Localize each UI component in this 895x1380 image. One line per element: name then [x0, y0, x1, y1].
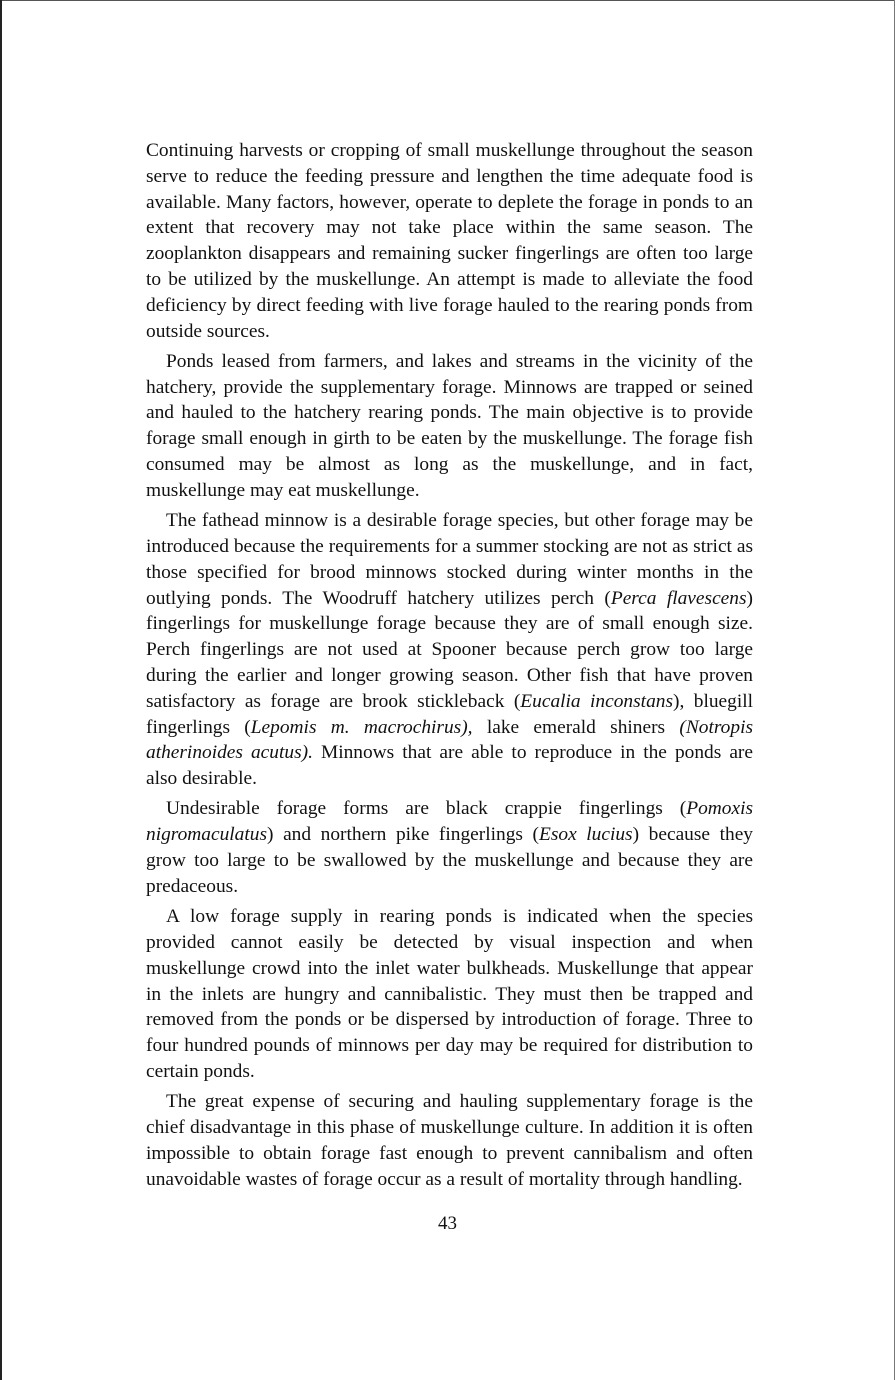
paragraph: [146, 1089, 753, 1192]
paragraph: [146, 349, 753, 504]
species-name: Lepomis m. macrochirus),: [250, 716, 473, 738]
text-run: A low forage supply in rearing ponds is indicated when the species provided cannot easily be detected by visual inspection and when muskellunge crowd into the inlet water bulkheads. Muskellunge that appear in the inlets are hungry and cannibalistic. They must then be trapped and removed from the ponds or be dispersed by introduction of forage. Three to four hundred pounds of minnows per day may be required for distribution to certain ponds.: [146, 906, 753, 1082]
scan-edge-left: [0, 0, 2, 1380]
paragraph: [146, 796, 753, 899]
text-run: ), bluegill fingerlings (: [146, 690, 753, 738]
text-run: Minnows that are able to reproduce in the ponds are also desirable.: [146, 742, 753, 790]
text-run: ) and northern pike fingerlings (: [267, 824, 539, 846]
paragraph: [146, 138, 753, 344]
text-run: Undesirable forage forms are black crappie fingerlings (: [166, 798, 687, 820]
species-name: (Notropis atherinoides acutus).: [146, 716, 753, 764]
paragraph: [146, 904, 753, 1085]
text-run: ) fingerlings for muskellunge forage because they are of small enough size. Perch fingerlings are not used at Spooner because perch grow too large during the earlier and longer growing season. Other fish that have proven satisfactory as forage are brook stickleback (: [146, 587, 753, 712]
species-name: Eucalia inconstans: [520, 690, 673, 712]
text-run: ) because they grow too large to be swallowed by the muskellunge and because they are predaceous.: [146, 824, 754, 897]
text-run: The great expense of securing and hauling supplementary forage is the chief disadvantage in this phase of muskellunge culture. In addition it is often impossible to obtain forage fast enough to prevent cannibalism and often unavoidable wastes of forage occur as a result of mortality through handling.: [146, 1091, 753, 1190]
page-body: [146, 138, 753, 1197]
text-run: Continuing harvests or cropping of small muskellunge throughout the season serve to reduce the feeding pressure and lengthen the time adequate food is available. Many factors, however, operate to deplete the forage in ponds to an extent that recovery may not take place within the same season. The zooplankton disappears and remaining sucker fingerlings are often too large to be utilized by the muskellunge. An attempt is made to alleviate the food deficiency by direct feeding with live forage hauled to the rearing ponds from outside sources.: [146, 140, 753, 342]
text-run: Ponds leased from farmers, and lakes and streams in the vicinity of the hatchery, provide the supplementary forage. Minnows are trapped or seined and hauled to the hatchery rearing ponds. The main objective is to provide forage small enough in girth to be eaten by the muskellunge. The forage fish consumed may be almost as long as the muskellunge, and in fact, muskellunge may eat muskellunge.: [146, 350, 753, 501]
paragraph: [146, 508, 753, 792]
page-number: 43: [438, 1213, 457, 1234]
species-name: Perca flavescens: [610, 587, 747, 609]
species-name: Esox lucius: [539, 824, 633, 846]
scan-edge-top: [0, 0, 895, 1]
species-name: Pomoxis nigromaculatus: [146, 798, 753, 846]
text-run: lake emerald shiners: [472, 716, 680, 738]
text-run: The fathead minnow is a desirable forage species, but other forage may be introduced because the requirements for a summer stocking are not as strict as those specified for brood minnows stocked during winter months in the outlying ponds. The Woodruff hatchery utilizes perch (: [146, 510, 753, 609]
